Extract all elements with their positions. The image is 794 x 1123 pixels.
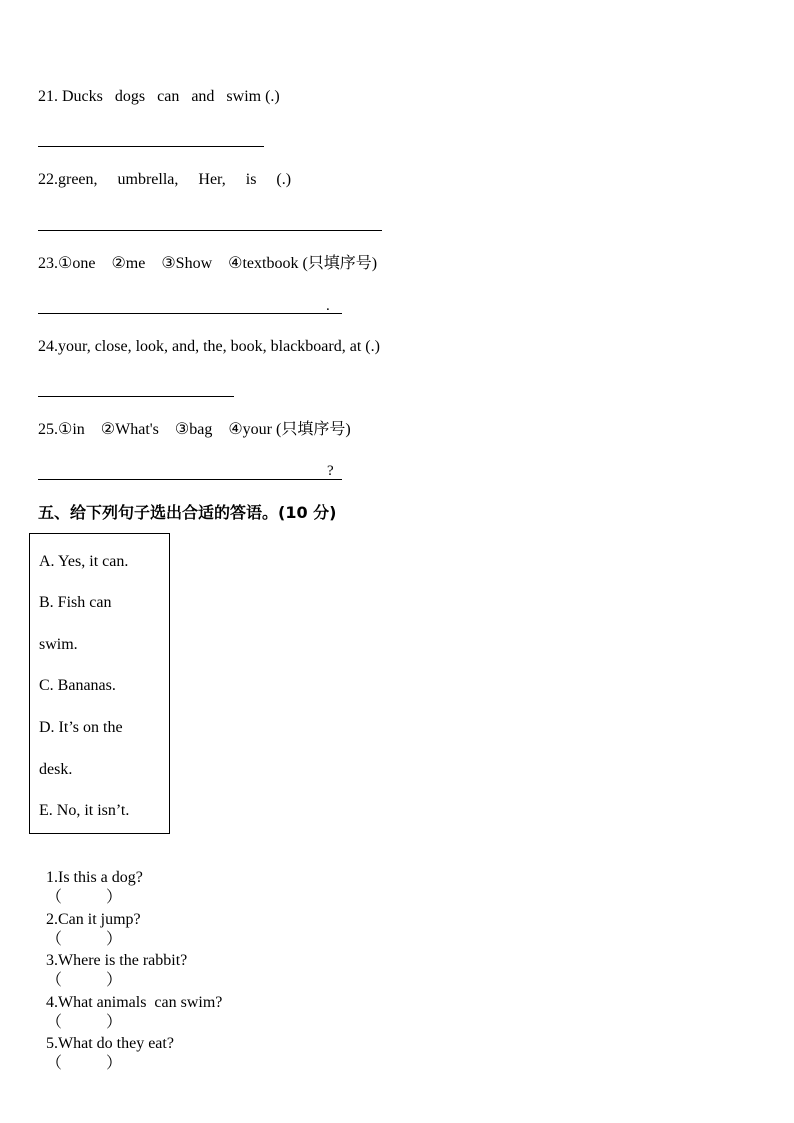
answer-line-22[interactable] bbox=[38, 230, 382, 231]
answer-paren-open: （ bbox=[46, 1014, 63, 1031]
option-b-cont: swim. bbox=[39, 636, 78, 653]
answer-end-mark-25: ? bbox=[327, 463, 334, 479]
match-item-text: 5.What do they eat? bbox=[46, 1035, 174, 1052]
answer-line-23[interactable] bbox=[38, 313, 342, 314]
answer-paren-close: ） bbox=[106, 1014, 123, 1031]
option-a: A. Yes, it can. bbox=[39, 553, 129, 570]
option-e: E. No, it isn’t. bbox=[39, 802, 130, 819]
answer-line-21[interactable] bbox=[38, 146, 264, 147]
match-item-text: 1.Is this a dog? bbox=[46, 869, 143, 886]
question-24: 24.your, close, look, and, the, book, blackboard, at (.) bbox=[38, 338, 380, 355]
options-box bbox=[29, 533, 170, 834]
match-item-5 bbox=[38, 1014, 174, 1074]
option-d: D. It’s on the bbox=[39, 719, 123, 736]
match-item-text: 3.Where is the rabbit? bbox=[46, 952, 188, 969]
option-c: C. Bananas. bbox=[39, 677, 116, 694]
option-d-cont: desk. bbox=[39, 761, 73, 778]
section-heading: 五、给下列句子选出合适的答语。(10 分) bbox=[38, 503, 337, 522]
answer-paren-close: ） bbox=[106, 931, 123, 948]
answer-paren-open: （ bbox=[46, 1055, 63, 1072]
answer-paren-open: （ bbox=[46, 931, 63, 948]
question-21: 21. Ducks dogs can and swim (.) bbox=[38, 88, 280, 105]
answer-paren-close: ） bbox=[106, 889, 123, 906]
match-item-text: 4.What animals can swim? bbox=[46, 994, 223, 1011]
question-23: 23.①one ②me ③Show ④textbook (只填序号) bbox=[38, 255, 378, 272]
answer-paren-close: ） bbox=[106, 1055, 123, 1072]
question-22: 22.green, umbrella, Her, is (.) bbox=[38, 171, 292, 188]
answer-end-mark-23: . bbox=[326, 298, 330, 314]
question-25: 25.①in ②What's ③bag ④your (只填序号) bbox=[38, 421, 351, 438]
option-b: B. Fish can bbox=[39, 594, 112, 611]
answer-paren-close: ） bbox=[106, 972, 123, 989]
answer-paren-open: （ bbox=[46, 972, 63, 989]
match-item-text: 2.Can it jump? bbox=[46, 911, 141, 928]
answer-line-24[interactable] bbox=[38, 396, 234, 397]
answer-paren-open: （ bbox=[46, 889, 63, 906]
answer-line-25[interactable] bbox=[38, 479, 342, 480]
